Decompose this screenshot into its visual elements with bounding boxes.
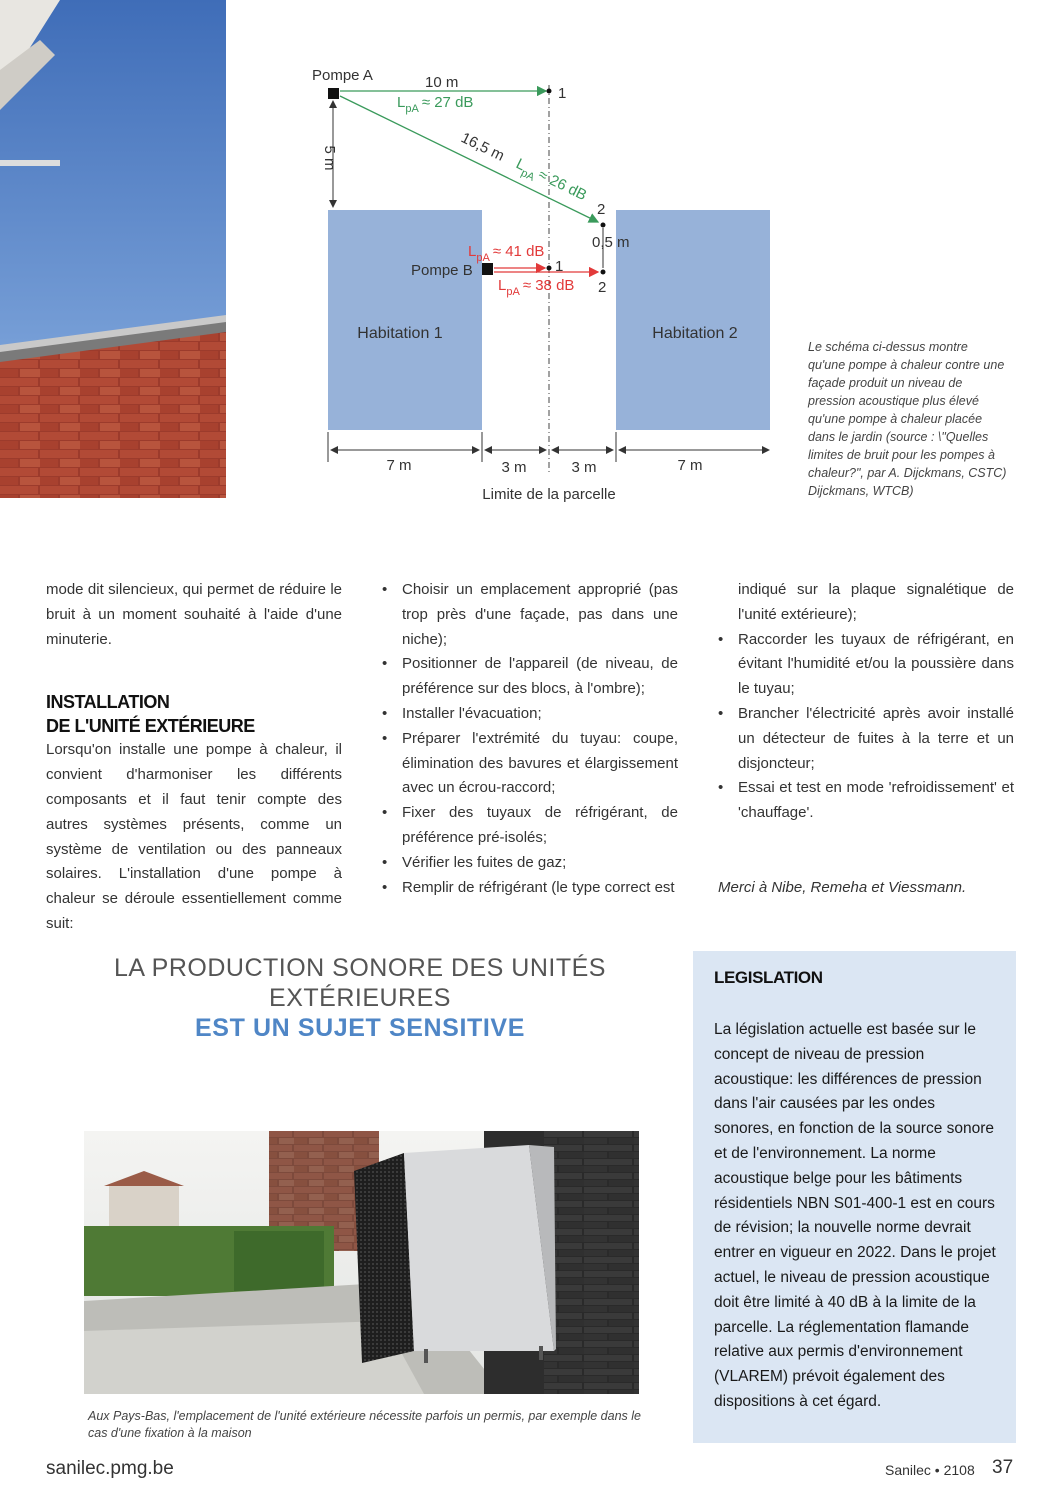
footer-url[interactable]: sanilec.pmg.be [46,1458,174,1479]
boundary-label: Limite de la parcelle [482,486,616,503]
lpa-27-label: $L_{pA} \approx 27$ dB [397,94,474,115]
list-item: • Préparer l'extrémité du tuyau: coupe, élimination des bavures et élargissement avec un écrou-raccord; [382,727,678,801]
dist-0-5m-label: 0,5 m [592,234,630,251]
list-item: • Essai et test en mode 'refroidissement' et 'chauffage'. [718,776,1014,826]
list-item: • Brancher l'électricité après avoir installé un détecteur de fuites à la terre et un disjoncteur; [718,702,1014,776]
installation-heading-line1: INSTALLATION [46,692,170,713]
install-steps-list-continued [718,578,1014,826]
house-photo-graphic [0,0,226,498]
list-item: • Installer l'évacuation; [382,702,678,727]
column-3 [718,578,1014,901]
lpa-38-label: $L_{pA} \approx 38$ dB [498,277,575,298]
heat-pump-photo [84,1131,639,1394]
headline-line1: LA PRODUCTION SONORE DES UNITÉS [114,954,606,982]
list-item: • Fixer des tuyaux de réfrigérant, de préférence pré-isolés; [382,801,678,851]
pump-b-label: Pompe B [411,262,473,279]
list-item-continuation: indiqué sur la plaque signalétique de l'unité extérieure); [738,581,1014,623]
photo-caption: Aux Pays-Bas, l'emplacement de l'unité extérieure nécessite parfois un permis, par exemple dans le cas d'une fixation à la maison [88,1409,641,1440]
legislation-title: LEGISLATION [714,968,823,987]
point-1-top-label: 1 [558,85,567,102]
pump-a-label: Pompe A [312,67,373,84]
footer-issue: Sanilec • 2108 [885,1462,975,1478]
point-2-bottom [601,270,606,275]
column-2 [382,578,678,900]
point-1-bottom-label: 1 [555,258,564,275]
dist-10m-label: 10 m [425,74,459,91]
thanks-note: Merci à Nibe, Remeha et Viessmann. [718,878,967,896]
point-2-top-label: 2 [597,201,606,218]
dim-3m-right-label: 3 m [571,459,597,476]
list-item: • Choisir un emplacement approprié (pas trop près d'une façade, pas dans une niche); [382,578,678,652]
list-item: • Positionner de l'appareil (de niveau, de préférence sur des blocs, à l'ombre); [382,652,678,702]
house-2-shape [616,210,770,430]
point-1-bottom [547,266,552,271]
house-photo [0,0,226,498]
house-2-label: Habitation 2 [652,325,738,342]
install-steps-list [382,578,678,900]
list-item: • Raccorder les tuyaux de réfrigérant, en évitant l'humidité et/ou la poussière dans le tuyau; [718,628,1014,702]
lpa-41-label: $L_{pA} \approx 41$ dB [468,243,545,264]
list-item: • Vérifier les fuites de gaz; [382,851,678,876]
house-1-shape [328,210,482,430]
lpa-26-label: $L_{pA}\approx 26$ dB [513,155,590,205]
point-2-bottom-label: 2 [598,279,607,296]
installation-heading [46,690,342,738]
legislation-body: La législation actuelle est basée sur le concept de niveau de pression acoustique: les différences de pression dans l'air causées par les ondes sonores, en fonction de la source sonore et de l'environnement. La norme acoustique belge pour les bâtiments résidentiels NBN S01-400-1 est en cours de révision; la nouvelle norme devrait entrer en vigueur en 2022. Dans le projet actuel, le niveau de pression acoustique doit être limité à 40 dB à la limite de la parcelle. La réglementation flamande relative aux permis d'environnement (VLAREM) prévoit également des dispositions à cet égard. [714,1021,996,1410]
column-1 [46,578,342,937]
point-2-top [601,223,606,228]
col1-body: Lorsqu'on installe une pompe à chaleur, il convient d'harmoniser les différents composants et il faut tenir compte des autres systèmes présents, comme un système de ventilation ou des panneaux solaires. L'installation d'une pompe à chaleur se déroule essentiellement comme suit: [46,741,342,932]
installation-heading-line2: DE L'UNITÉ EXTÉRIEURE [46,716,255,737]
dim-7m-left-label: 7 m [386,457,412,474]
dim-3m-left-label: 3 m [501,459,527,476]
headline-line3: EST UN SUJET SENSITIVE [195,1014,525,1042]
house-1-label: Habitation 1 [357,325,443,342]
point-1-top [547,89,552,94]
pump-a-marker [328,88,339,99]
pump-b-marker [482,263,493,275]
line-a-to-2 [340,96,598,222]
dim-7m-right-label: 7 m [677,457,703,474]
col1-intro: mode dit silencieux, qui permet de réduire le bruit à un moment souhaité à l'aide d'une minuterie. [46,581,342,648]
pull-quote-headline [80,953,640,1043]
dist-16-5m-label: 16,5 m [458,129,507,165]
headline-line2: EXTÉRIEURES [269,984,451,1012]
list-item: • Remplir de réfrigérant (le type correct est [382,876,678,901]
heat-pump-photo-graphic [84,1131,639,1394]
diagram-caption: Le schéma ci-dessus montre qu'une pompe à chaleur contre une façade produit un niveau de pression acoustique plus élevé qu'une pompe à chaleur placée dans le jardin (source : \"Quelles limites de bruit pour les pompes à chaleur?", par A. Dijckmans, CSTC) Dijckmans, WTCB) [808,340,1007,498]
dist-5m-label: 5 m [321,145,338,171]
noise-distance-diagram [290,55,770,510]
page-number: 37 [992,1457,1014,1478]
